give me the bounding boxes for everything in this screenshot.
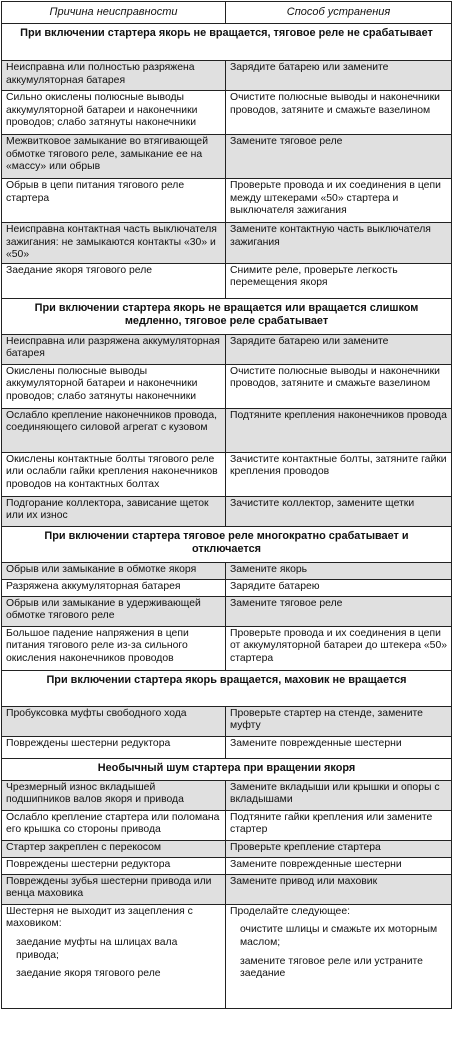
cause-cell: Заедание якоря тягового реле (2, 263, 226, 298)
table-row (2, 810, 452, 840)
table-row (2, 840, 452, 857)
remedy-cell: Замените вкладыши или крышки и опоры с вкладышами (226, 780, 452, 810)
cause-cell: Ослабло крепление стартера или поломана его крышка со стороны привода (2, 810, 226, 840)
remedy-cell: Зачистите коллектор, замените щетки (226, 496, 452, 526)
cause-cell: Разряжена аккумуляторная батарея (2, 579, 226, 596)
cause-cell: Повреждены шестерни редуктора (2, 857, 226, 874)
section-header (2, 298, 452, 334)
remedy-cell: Проверьте крепление стартера (226, 840, 452, 857)
remedy-cell (226, 904, 452, 1008)
cause-cell: Чрезмерный износ вкладышей подшипников валов якоря и привода (2, 780, 226, 810)
remedy-cell: Проверьте провода и их соединения в цепи между штекерами «50» стартера и выключателя зажигания (226, 179, 452, 223)
remedy-text: Проделайте следующее: (230, 905, 350, 917)
remedy-cell: Подтяните крепления наконечников провода (226, 408, 452, 452)
header-cause: Причина неисправности (2, 2, 226, 24)
table-row (2, 408, 452, 452)
header-remedy: Способ устранения (226, 2, 452, 24)
table-row (2, 596, 452, 626)
table-row (2, 364, 452, 408)
cause-cell: Большое падение напряжения в цепи питания тягового реле из-за сильного окисления наконечников проводов (2, 626, 226, 670)
cause-subitem: заедание муфты на шлицах вала привода; (16, 936, 178, 961)
remedy-cell: Проверьте стартер на стенде, замените муфту (226, 706, 452, 736)
cause-cell: Неисправна или полностью разряжена аккумуляторная батарея (2, 61, 226, 91)
remedy-cell: Замените якорь (226, 562, 452, 579)
cause-cell: Подгорание коллектора, зависание щеток или их износ (2, 496, 226, 526)
cause-cell: Обрыв или замыкание в удерживающей обмотке тягового реле (2, 596, 226, 626)
table-row (2, 334, 452, 364)
table-row (2, 780, 452, 810)
table-row (2, 91, 452, 135)
cause-cell: Пробуксовка муфты свободного хода (2, 706, 226, 736)
table-row (2, 874, 452, 904)
cause-cell: Обрыв в цепи питания тягового реле стартера (2, 179, 226, 223)
table-row (2, 223, 452, 264)
table-row (2, 706, 452, 736)
table-row (2, 179, 452, 223)
cause-cell: Повреждены зубья шестерни привода или венца маховика (2, 874, 226, 904)
remedy-cell: Замените поврежденные шестерни (226, 857, 452, 874)
remedy-cell: Зарядите батарею или замените (226, 334, 452, 364)
section-title: При включении стартера якорь не вращается или вращается слишком медленно, тяговое реле срабатывает (2, 298, 452, 334)
section-header (2, 670, 452, 706)
remedy-cell: Проверьте провода и их соединения в цепи от аккумуляторной батареи до штекера «50» стартера (226, 626, 452, 670)
section-title: При включении стартера тяговое реле многократно срабатывает и отключается (2, 526, 452, 562)
cause-cell: Неисправна или разряжена аккумуляторная батарея (2, 334, 226, 364)
table-row (2, 626, 452, 670)
cause-cell: Ослабло крепление наконечников провода, соединяющего силовой агрегат с кузовом (2, 408, 226, 452)
section-header (2, 758, 452, 780)
section-title: При включении стартера якорь вращается, маховик не вращается (2, 670, 452, 706)
remedy-subitem: замените тяговое реле или устраните заедание (240, 955, 423, 980)
table-row (2, 579, 452, 596)
table-row (2, 904, 452, 1008)
section-title: Необычный шум стартера при вращении якоря (2, 758, 452, 780)
cause-text: Шестерня не выходит из зацепления с маховиком: (6, 905, 193, 930)
section-header (2, 526, 452, 562)
troubleshooting-table (1, 1, 452, 1009)
table-header (2, 2, 452, 24)
remedy-cell: Очистите полюсные выводы и наконечники проводов, затяните и смажьте вазелином (226, 364, 452, 408)
cause-cell: Обрыв или замыкание в обмотке якоря (2, 562, 226, 579)
table-row (2, 736, 452, 758)
cause-cell: Неисправна контактная часть выключателя зажигания: не замыкаются контакты «30» и «50» (2, 223, 226, 264)
cause-cell: Окислены контактные болты тягового реле или ослабли гайки крепления наконечников проводов на контактных болтах (2, 452, 226, 496)
table-row (2, 562, 452, 579)
cause-cell: Повреждены шестерни редуктора (2, 736, 226, 758)
remedy-cell: Замените контактную часть выключателя зажигания (226, 223, 452, 264)
table-row (2, 452, 452, 496)
remedy-cell: Замените тяговое реле (226, 135, 452, 179)
remedy-cell: Замените тяговое реле (226, 596, 452, 626)
remedy-cell: Подтяните гайки крепления или замените стартер (226, 810, 452, 840)
table-row (2, 496, 452, 526)
section-header (2, 24, 452, 61)
table-row (2, 135, 452, 179)
cause-cell (2, 904, 226, 1008)
cause-cell: Сильно окислены полюсные выводы аккумуляторной батареи и наконечники проводов; слабо затянуты наконечники (2, 91, 226, 135)
remedy-subitem: очистите шлицы и смажьте их моторным маслом; (240, 924, 438, 948)
remedy-cell: Зарядите батарею (226, 579, 452, 596)
table-row (2, 857, 452, 874)
remedy-cell: Замените поврежденные шестерни (226, 736, 452, 758)
cause-cell: Окислены полюсные выводы аккумуляторной батареи и наконечники проводов; слабо затянуты наконечники (2, 364, 226, 408)
remedy-cell: Замените привод или маховик (226, 874, 452, 904)
remedy-cell: Очистите полюсные выводы и наконечники проводов, затяните и смажьте вазелином (226, 91, 452, 135)
cause-cell: Стартер закреплен с перекосом (2, 840, 226, 857)
remedy-cell: Зачистите контактные болты, затяните гайки крепления проводов (226, 452, 452, 496)
table-row (2, 263, 452, 298)
cause-cell: Межвитковое замыкание во втягивающей обмотке тягового реле, замыкание ее на «массу» или обрыв (2, 135, 226, 179)
remedy-cell: Снимите реле, проверьте легкость перемещения якоря (226, 263, 452, 298)
remedy-cell: Зарядите батарею или замените (226, 61, 452, 91)
section-title: При включении стартера якорь не вращается, тяговое реле не срабатывает (2, 24, 452, 61)
table-row (2, 61, 452, 91)
cause-subitem: заедание якоря тягового реле (16, 968, 161, 980)
